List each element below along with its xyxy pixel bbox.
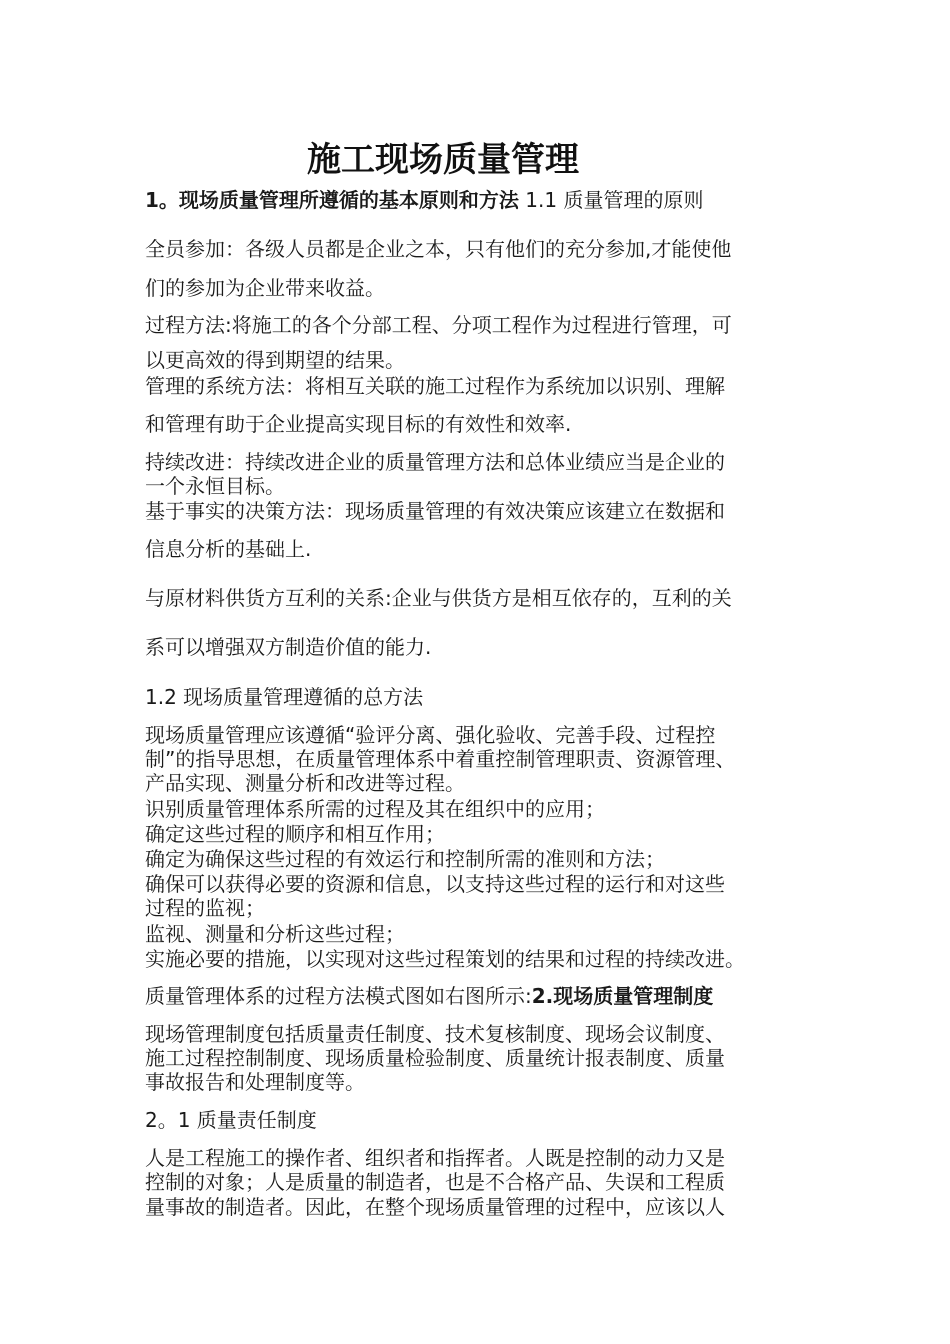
paragraph-line: 施工过程控制制度、现场质量检验制度、质量统计报表制度、质量: [145, 1046, 725, 1070]
section-1-1-heading: 1.1 质量管理的原则: [518, 188, 704, 212]
paragraph-line: 管理的系统方法：将相互关联的施工过程作为系统加以识别、理解: [145, 374, 725, 398]
paragraph-line: 系可以增强双方制造价值的能力.: [145, 635, 432, 659]
paragraph-line: 产品实现、测量分析和改进等过程。: [145, 771, 465, 795]
list-item: 识别质量管理体系所需的过程及其在组织中的应用；: [145, 797, 605, 821]
paragraph-line: 现场管理制度包括质量责任制度、技术复核制度、现场会议制度、: [145, 1022, 725, 1046]
section-1-2-heading: 1.2 现场质量管理遵循的总方法: [145, 685, 424, 709]
section-2-1-heading: 2。1 质量责任制度: [145, 1108, 317, 1132]
list-item: 实施必要的措施，以实现对这些过程策划的结果和过程的持续改进。: [145, 947, 745, 971]
paragraph-line: 过程方法:将施工的各个分部工程、分项工程作为过程进行管理，可: [145, 313, 732, 337]
paragraph-line: 和管理有助于企业提高实现目标的有效性和效率.: [145, 412, 572, 436]
paragraph-line: 与原材料供货方互利的关系:企业与供货方是相互依存的，互利的关: [145, 586, 732, 610]
section-1-heading: [145, 188, 703, 212]
paragraph-line: 全员参加：各级人员都是企业之本，只有他们的充分参加,才能使他: [145, 237, 732, 261]
section-2-heading-line: [145, 984, 713, 1008]
paragraph-line: 现场质量管理应该遵循“验评分离、强化验收、完善手段、过程控: [145, 723, 716, 747]
list-item: 过程的监视；: [145, 896, 265, 920]
paragraph-line: 信息分析的基础上.: [145, 537, 312, 561]
paragraph-line: 持续改进：持续改进企业的质量管理方法和总体业绩应当是企业的: [145, 450, 725, 474]
paragraph-line: 制”的指导思想，在质量管理体系中着重控制管理职责、资源管理、: [145, 747, 736, 771]
list-item: 确定这些过程的顺序和相互作用；: [145, 822, 445, 846]
paragraph-line: 事故报告和处理制度等。: [145, 1070, 365, 1094]
figure-reference-text: 质量管理体系的过程方法模式图如右图所示:: [145, 984, 532, 1008]
paragraph-line: 基于事实的决策方法：现场质量管理的有效决策应该建立在数据和: [145, 499, 725, 523]
paragraph-line: 人是工程施工的操作者、组织者和指挥者。人既是控制的动力又是: [145, 1146, 725, 1170]
paragraph-line: 以更高效的得到期望的结果。: [145, 348, 405, 372]
document-title: 施工现场质量管理: [307, 140, 579, 180]
list-item: 监视、测量和分析这些过程；: [145, 922, 405, 946]
list-item: 确保可以获得必要的资源和信息，以支持这些过程的运行和对这些: [145, 872, 725, 896]
paragraph-line: 量事故的制造者。因此，在整个现场质量管理的过程中，应该以人: [145, 1195, 725, 1219]
paragraph-line: 控制的对象；人是质量的制造者，也是不合格产品、失误和工程质: [145, 1170, 725, 1194]
paragraph-line: 一个永恒目标。: [145, 474, 285, 498]
section-1-heading-bold: 1。现场质量管理所遵循的基本原则和方法: [145, 188, 519, 212]
paragraph-line: 们的参加为企业带来收益。: [145, 276, 385, 300]
section-2-heading: 2.现场质量管理制度: [531, 984, 714, 1008]
list-item: 确定为确保这些过程的有效运行和控制所需的准则和方法；: [145, 847, 665, 871]
